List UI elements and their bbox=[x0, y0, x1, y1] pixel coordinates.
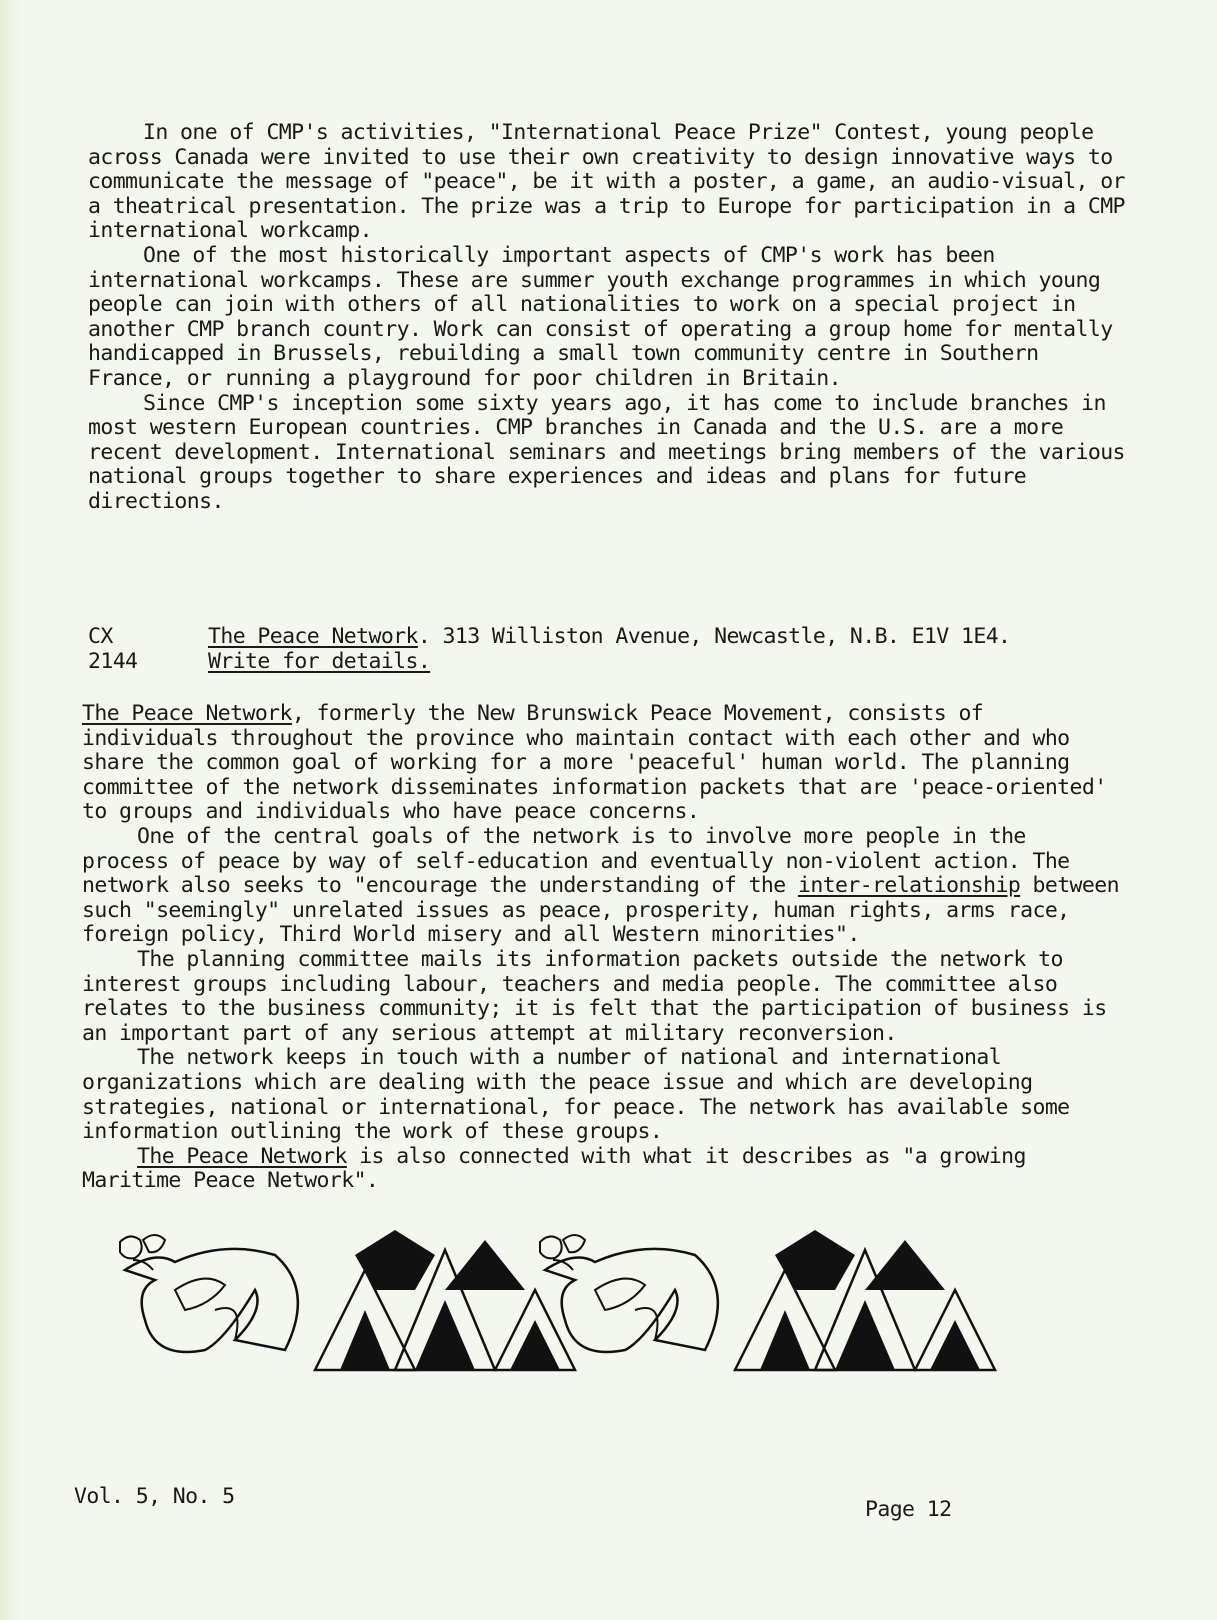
cmp-paragraph-3: Since CMP's inception some sixty years ago, it has come to include branches in most western European countries. CMP branches in Canada and the U.S. are a more recent development. International seminars and meetings bring members of the various national groups together to share experiences and ideas and plans for future directions. bbox=[88, 390, 1125, 514]
cmp-article bbox=[88, 121, 1128, 515]
underlined-term: inter-relationship bbox=[797, 873, 1021, 899]
listing-code-number: 2144 bbox=[88, 648, 138, 674]
page-number: Page 12 bbox=[865, 1497, 952, 1522]
network-name-link-2: The Peace Network bbox=[137, 1143, 347, 1169]
network-paragraph-4: The network keeps in touch with a number of national and international organizations which are dealing with the peace issue and which are developing strategies, national or international, for peace. The network has available some information outlining the work of these groups. bbox=[82, 1045, 1070, 1145]
listing-heading bbox=[208, 625, 1128, 650]
network-paragraph-1: The Peace Network, formerly the New Brunswick Peace Movement, consists of individuals throughout the province who maintain contact with each other and who share the common goal of working for a more 'peaceful' human world. The planning committee of the network disseminates information packets that are 'peace-oriented' to groups and individuals who have peace concerns. bbox=[82, 701, 1107, 825]
cmp-paragraph-1: In one of CMP's activities, "International Peace Prize" Contest, young people across Canada were invited to use their own creativity to design innovative ways to communicate the message of "peace", be it with a poster, a game, an audio-visual, or a theatrical presentation. The prize was a trip to Europe for participation in a CMP international workcamp. bbox=[88, 120, 1125, 244]
decorative-dove-border bbox=[115, 1230, 1015, 1380]
cmp-paragraph-2: One of the most historically important aspects of CMP's work has been international workcamps. These are summer youth exchange programmes in which young people can join with others of all nationalities to work on a special project in another CMP branch country. Work can consist of operating a group home for mentally handicapped in Brussels, rebuilding a small town community centre in Southern France, or running a playground for poor children in Britain. bbox=[88, 242, 1113, 391]
listing-address: . 313 Williston Avenue, Newcastle, N.B. E1V 1E4. bbox=[417, 624, 1011, 649]
listing-entry bbox=[208, 625, 1128, 674]
dove-motif-1 bbox=[120, 1235, 298, 1352]
pyramid-motif-1 bbox=[315, 1230, 575, 1370]
network-paragraph-2: One of the central goals of the network is to involve more people in the process of peace by way of self-education and eventually non-violent action. The network also seeks to "encourage the understanding of the inter-relationship between such "seemingly" unrelated issues as peace, prosperity, human rights, arms race, foreign policy, Third World misery and all Western minorities". bbox=[82, 823, 1119, 948]
pyramid-motif-2 bbox=[735, 1230, 995, 1370]
network-paragraph-5: The Peace Network is also connected with what it describes as "a growing Maritime Peace Network". bbox=[82, 1143, 1026, 1194]
network-paragraph-3: The planning committee mails its information packets outside the network to interest groups including labour, teachers and media people. The committee also relates to the business community; it is felt that the participation of business is an important part of any serious attempt at military reconversion. bbox=[82, 946, 1107, 1046]
dove-motif-2 bbox=[540, 1235, 718, 1352]
listing-code bbox=[88, 625, 198, 674]
volume-number: Vol. 5, No. 5 bbox=[74, 1484, 235, 1509]
listing-org-name: The Peace Network bbox=[208, 624, 418, 649]
network-name-link: The Peace Network bbox=[82, 701, 292, 726]
page-edge bbox=[0, 0, 22, 1620]
peace-network-article bbox=[82, 702, 1122, 1194]
listing-note: Write for details. bbox=[208, 648, 431, 674]
listing-code-prefix: CX bbox=[88, 624, 113, 649]
